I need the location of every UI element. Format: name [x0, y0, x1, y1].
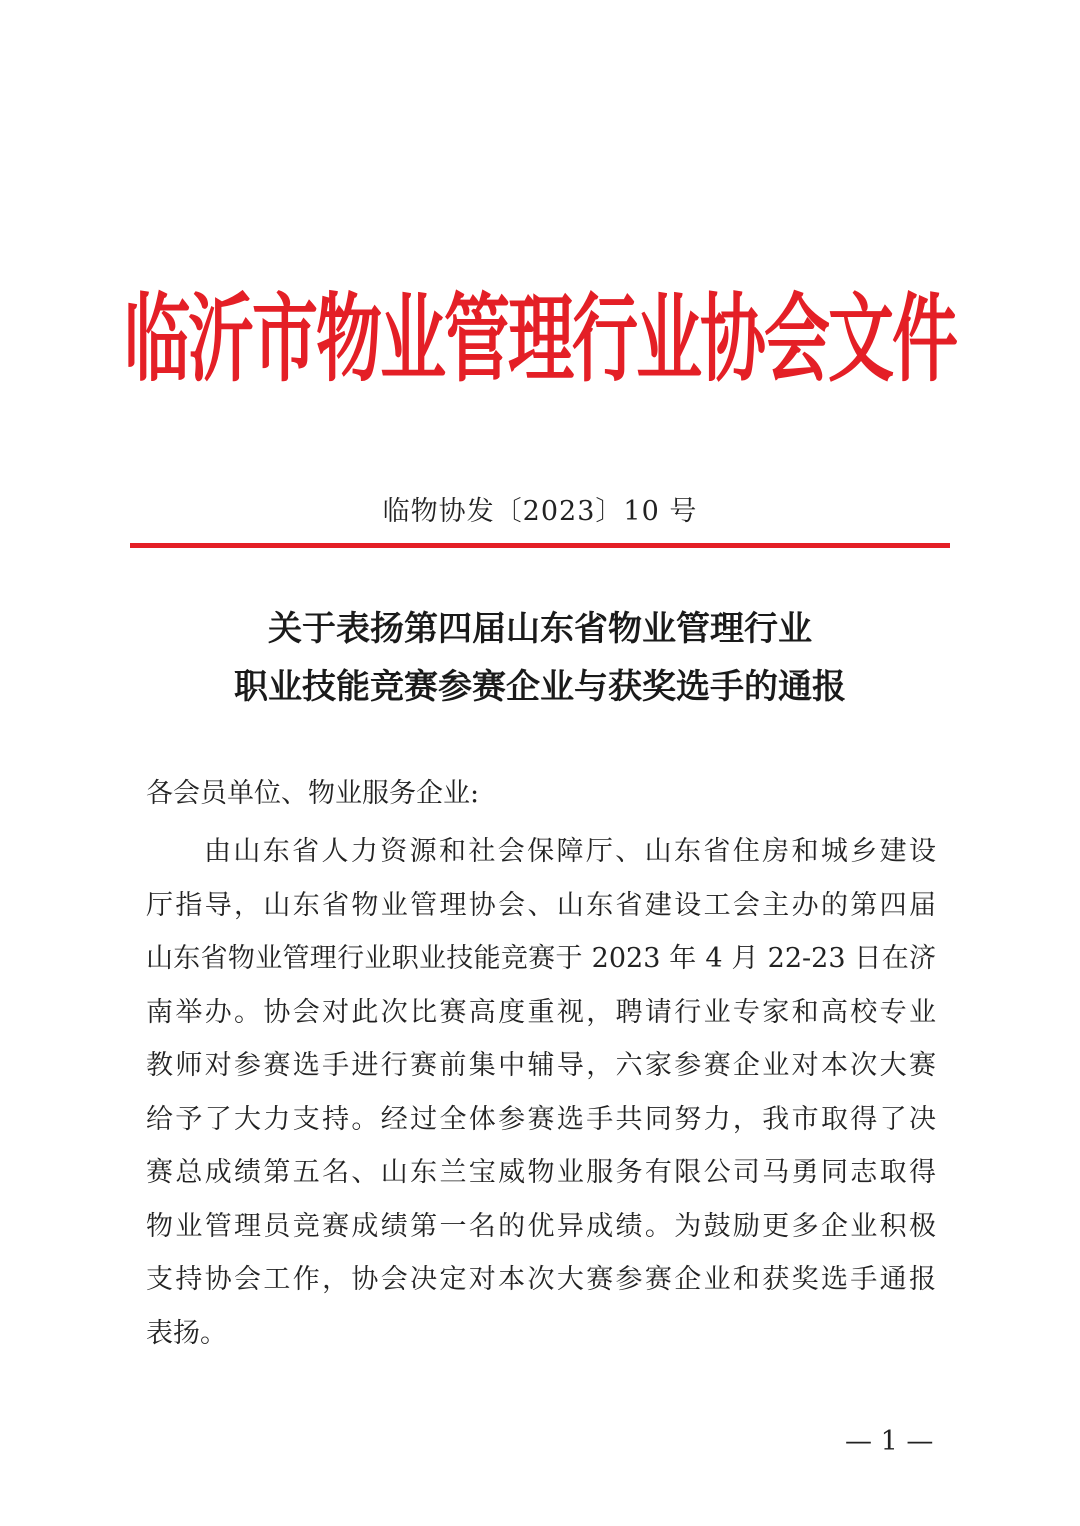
body-line-2: 厅指导，山东省物业管理协会、山东省建设工会主办的第四届 [146, 889, 936, 921]
notice-title-line-1: 关于表扬第四届山东省物业管理行业 [268, 609, 812, 649]
body-line-6: 给予了大力支持。经过全体参赛选手共同努力，我市取得了决 [146, 1103, 936, 1135]
red-divider-line [130, 543, 950, 548]
body-line-10: 表扬。 [146, 1317, 227, 1349]
body-line-4: 南举办。协会对此次比赛高度重视，聘请行业专家和高校专业 [146, 996, 936, 1028]
body-paragraph [146, 825, 936, 1360]
body-line-7: 赛总成绩第五名、山东兰宝威物业服务有限公司马勇同志取得 [146, 1157, 936, 1188]
body-line-8: 物业管理员竞赛成绩第一名的优异成绩。为鼓励更多企业积极 [146, 1210, 936, 1242]
masthead-title: 临沂市物业管理行业协会文件 [124, 283, 956, 396]
page-number: — 1 — [845, 1426, 934, 1457]
notice-title-line-2: 职业技能竞赛参赛企业与获奖选手的通报 [234, 667, 846, 707]
body-line-5: 教师对参赛选手进行赛前集中辅导，六家参赛企业对本次大赛 [146, 1050, 936, 1081]
document-number: 临物协发〔2023〕10 号 [382, 496, 698, 527]
body-line-3: 山东省物业管理行业职业技能竞赛于 2023 年 4 月 22-23 日在济 [146, 943, 936, 974]
salutation: 各会员单位、物业服务企业: [146, 778, 480, 809]
body-line-9: 支持协会工作，协会决定对本次大赛参赛企业和获奖选手通报 [146, 1264, 936, 1295]
body-line-1: 由山东省人力资源和社会保障厅、山东省住房和城乡建设 [204, 836, 936, 867]
notice-title [0, 600, 1080, 716]
